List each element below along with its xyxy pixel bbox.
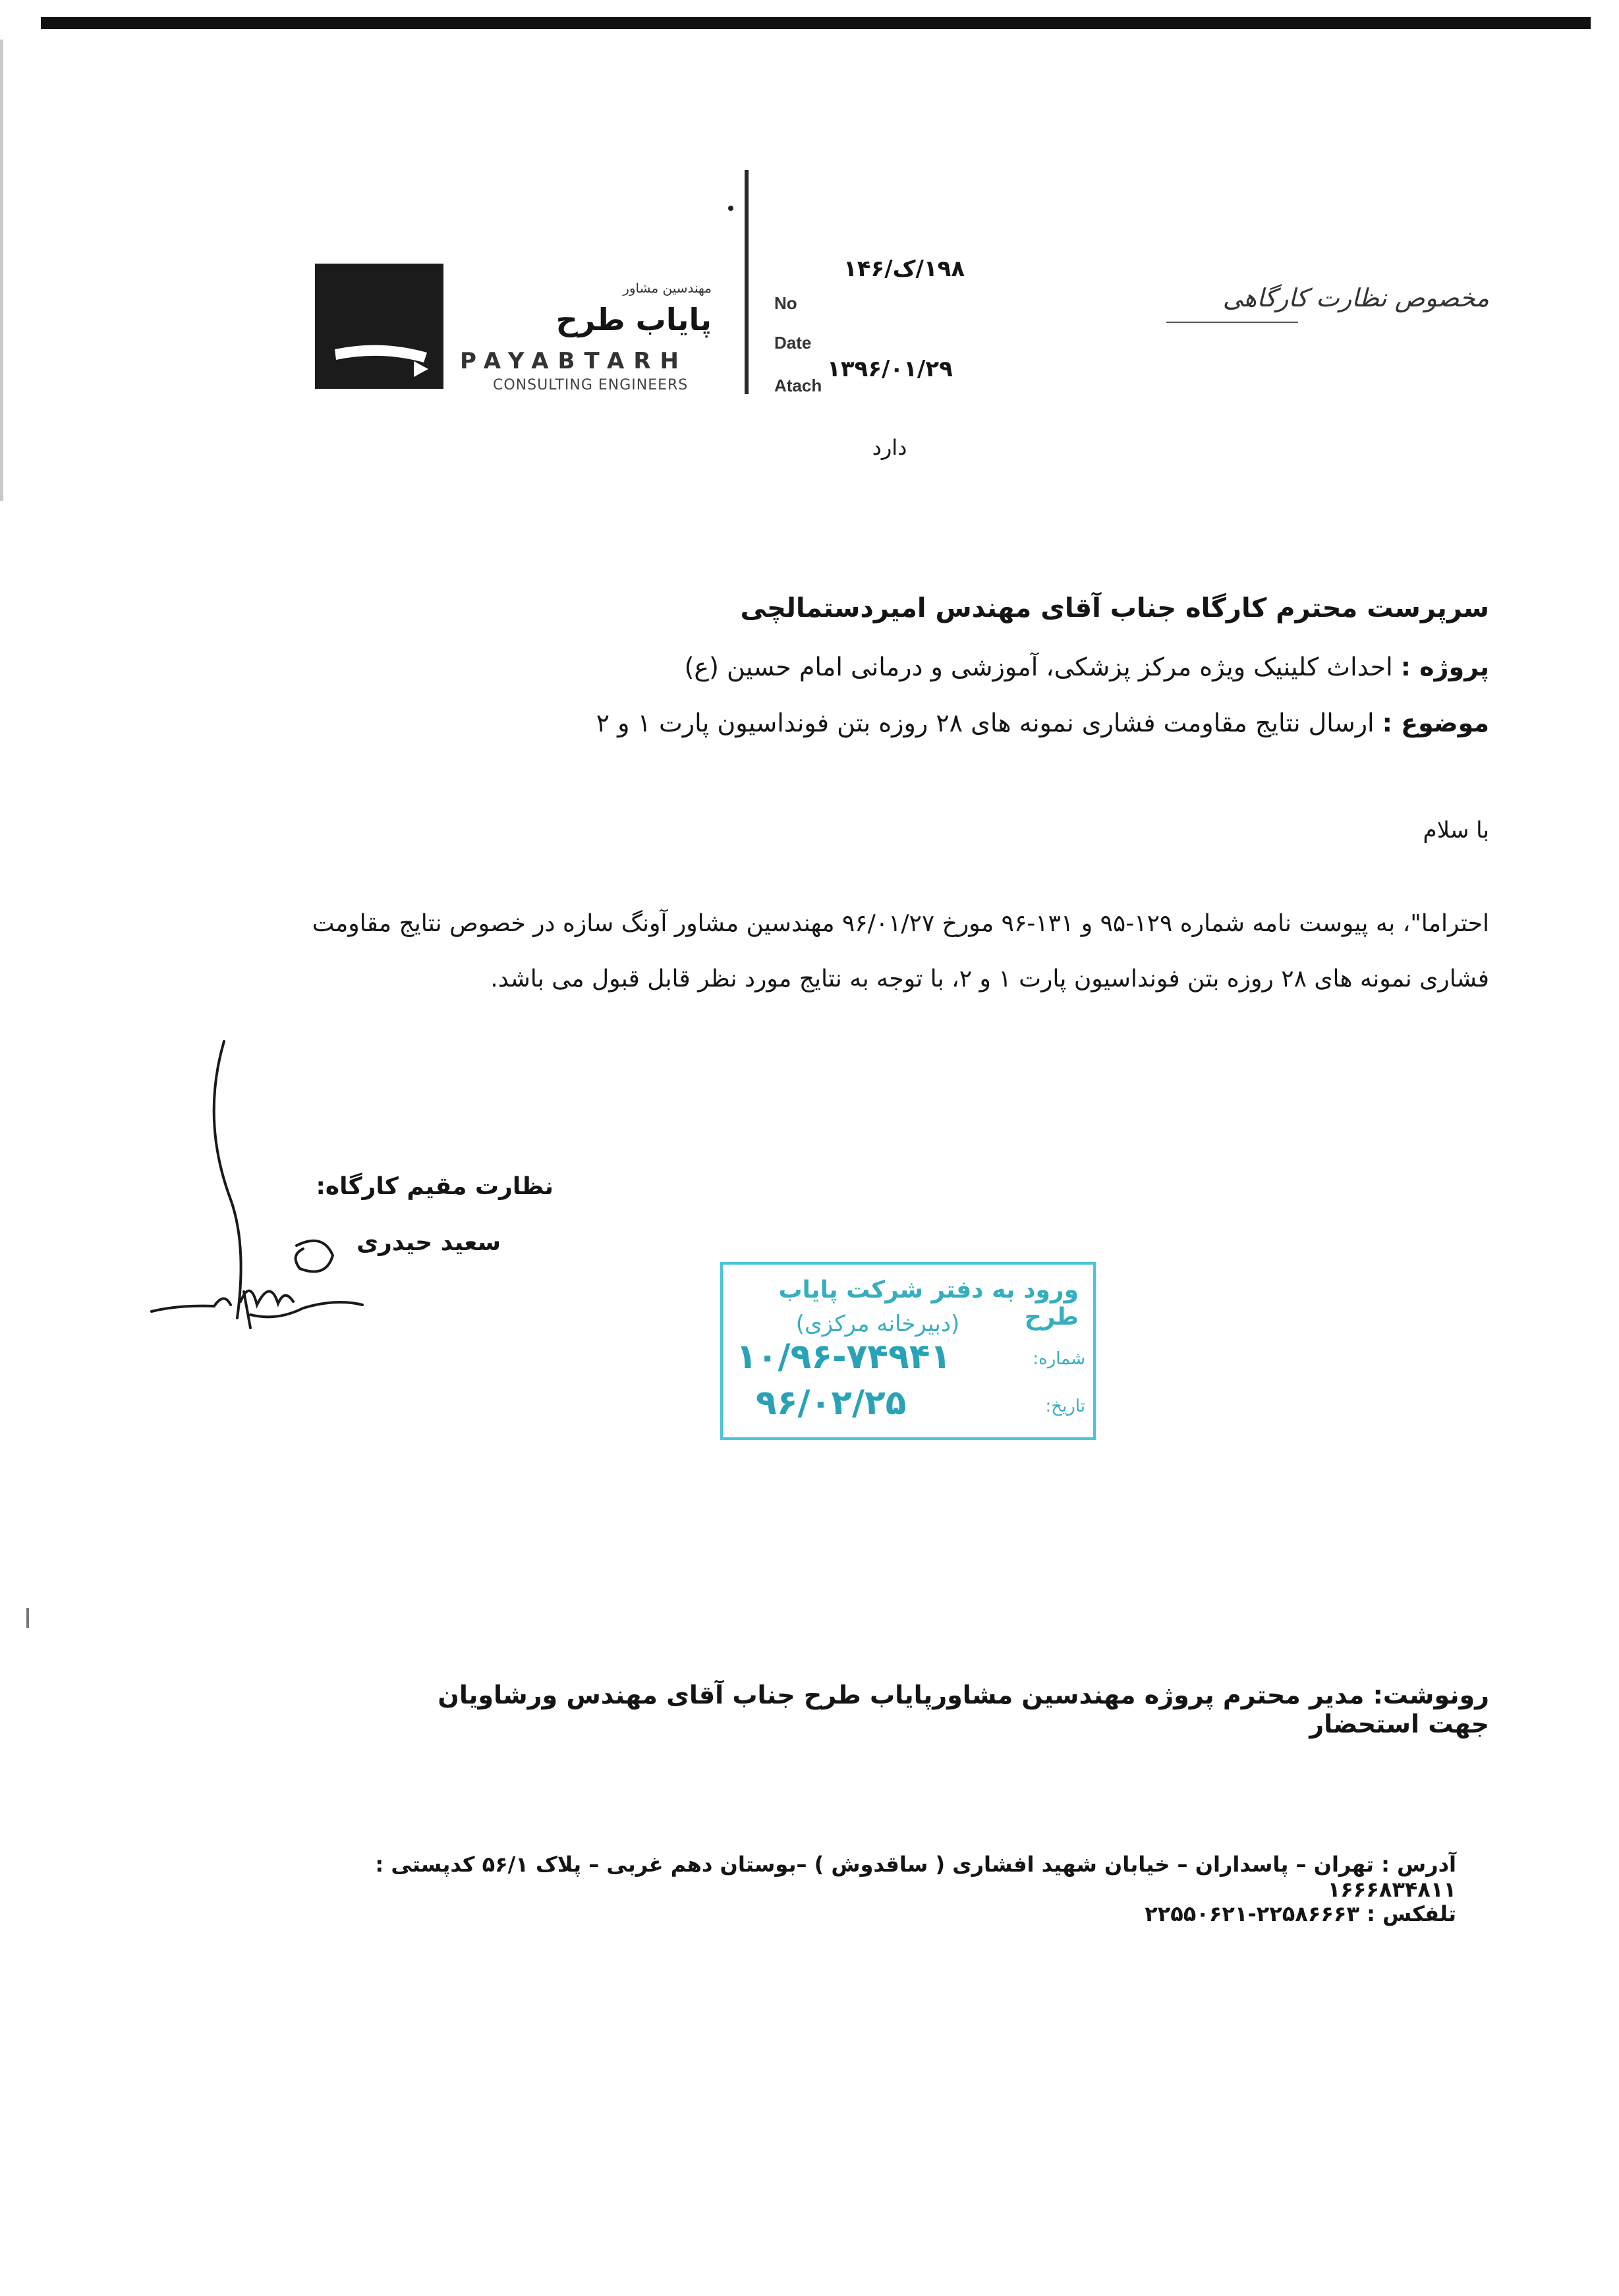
date-label: Date	[774, 333, 812, 353]
stamp-subtitle: (دبیرخانه مرکزی)	[795, 1311, 960, 1337]
company-phone: تلفکس : ۲۲۵۸۶۶۶۳-۲۲۵۵۰۶۲۱	[1145, 1901, 1456, 1926]
signer-title: نظارت مقیم کارگاه:	[316, 1173, 554, 1200]
attach-label: Atach	[774, 376, 822, 395]
subject-text: ارسال نتایج مقاومت فشاری نمونه های ۲۸ روزه بتن فونداسیون پارت ۱ و ۲	[596, 708, 1375, 737]
classification-underline	[1166, 322, 1298, 323]
company-tagline: CONSULTING ENGINEERS	[493, 377, 689, 393]
stamp-number-value: ۱۰/۹۶-۷۴۹۴۱	[736, 1337, 952, 1377]
stamp-date-label: تاریخ:	[1045, 1396, 1085, 1416]
received-stamp	[720, 1262, 1096, 1440]
greeting: با سلام	[1423, 817, 1489, 844]
classification-note: مخصوص نظارت کارگاهی	[1222, 283, 1489, 312]
stamp-number-label: شماره:	[1033, 1349, 1085, 1369]
header-divider	[745, 170, 749, 394]
scan-left-edge	[0, 40, 3, 501]
subject-line	[461, 708, 1489, 737]
company-subtitle: مهندسین مشاور	[623, 280, 712, 296]
signer-name: سعید حیدری	[356, 1229, 501, 1256]
project-text: احداث کلینیک ویژه مرکز پزشکی، آموزشی و درمانی امام حسین (ع)	[684, 652, 1393, 681]
letter-number: ۱۹۸/ک/۱۴۶	[843, 256, 965, 282]
project-label: پروژه :	[1400, 652, 1489, 681]
company-address: آدرس : تهران – پاسداران – خیابان شهید افشاری ( ساقدوش ) –بوستان دهم غربی – پلاک ۵۶/۱ کدپستی : ۱۶۶۶۸۳۴۸۱۱	[375, 1852, 1456, 1902]
body-paragraph: احتراما"، به پیوست نامه شماره ۱۲۹-۹۵ و ۱۳۱-۹۶ مورخ ۹۶/۰۱/۲۷ مهندسین مشاور آونگ سازه در خصوص نتایج مقاومت فشاری نمونه های ۲۸ روزه بتن فونداسیون پارت ۱ و ۲، با توجه به نتایج مورد نظر قابل قبول می باشد.	[312, 910, 1489, 992]
scan-top-border	[41, 17, 1591, 29]
recipient-line: سرپرست محترم کارگاه جناب آقای مهندس امیردستمالچی	[740, 593, 1489, 623]
company-name: پایاب طرح	[555, 302, 712, 337]
project-line	[461, 652, 1489, 681]
company-name-latin: PAYABTARH	[460, 348, 688, 374]
letter-date: ۱۳۹۶/۰۱/۲۹	[827, 356, 953, 382]
scan-mark	[26, 1608, 29, 1628]
handwritten-signature	[138, 1028, 389, 1351]
company-logo	[315, 264, 443, 389]
header-dot	[728, 206, 733, 211]
stamp-title: ورود به دفتر شرکت پایاب طرح	[778, 1277, 1079, 1331]
subject-label: موضوع :	[1382, 708, 1489, 737]
cc-line: رونوشت: مدیر محترم پروژه مهندسین مشاورپایاب طرح جناب آقای مهندس ورشاویان جهت استحضار	[438, 1680, 1489, 1738]
number-label: No	[774, 293, 797, 313]
attachment-status: دارد	[872, 435, 907, 460]
stamp-date-value: ۹۶/۰۲/۲۵	[756, 1383, 907, 1423]
